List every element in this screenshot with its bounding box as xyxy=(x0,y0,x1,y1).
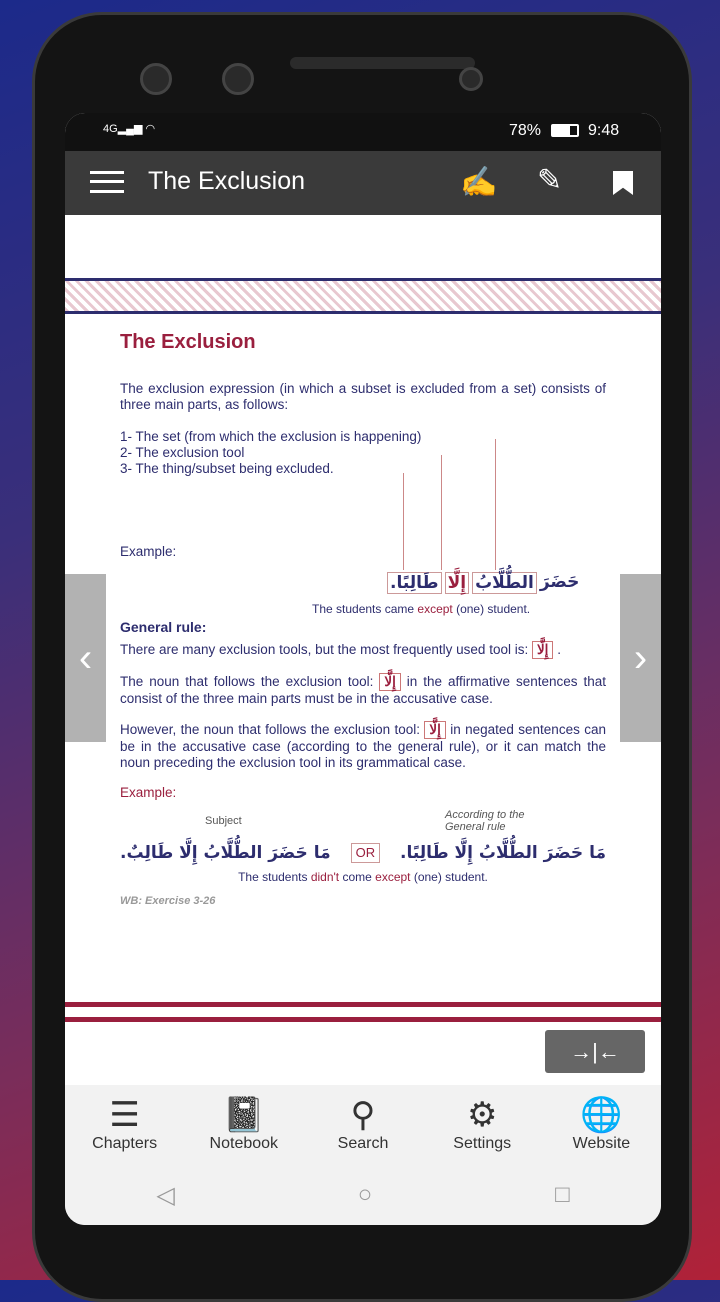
nav-search[interactable] xyxy=(303,1085,422,1165)
nav-label: Notebook xyxy=(209,1135,279,1152)
rule-3 xyxy=(120,721,606,771)
battery-icon xyxy=(551,124,579,137)
workbook-reference: WB: Exercise 3-26 xyxy=(120,895,216,907)
clock: 9:48 xyxy=(588,122,620,139)
text: The students xyxy=(238,870,311,884)
edit-icon[interactable]: ✎ xyxy=(537,164,563,197)
part-3: 3- The thing/subset being excluded. xyxy=(120,461,334,476)
part-2: 2- The exclusion tool xyxy=(120,445,245,460)
text: except xyxy=(375,870,411,884)
nav-label: Search xyxy=(337,1135,389,1152)
bottom-navigation xyxy=(65,1085,661,1165)
nav-notebook[interactable] xyxy=(184,1085,303,1165)
previous-page-button[interactable]: ‹ xyxy=(65,574,106,742)
example-arabic xyxy=(387,572,579,594)
tool-box: إِلَّا xyxy=(379,673,400,691)
nav-website[interactable] xyxy=(542,1085,661,1165)
footer-rule xyxy=(65,1002,661,1022)
rule-2 xyxy=(120,673,606,707)
network-type: 4G xyxy=(103,123,118,135)
text: come xyxy=(339,870,376,884)
page-title: The Exclusion xyxy=(148,167,306,195)
translation-2 xyxy=(120,869,606,885)
status-bar xyxy=(65,113,661,151)
nav-settings[interactable] xyxy=(423,1085,542,1165)
text: didn't xyxy=(310,870,340,884)
text: However, the noun that follows the exclusion tool: xyxy=(120,722,421,737)
intro-text: The exclusion expression (in which a subset is excluded from a set) consists of three main parts, as follows: xyxy=(120,381,606,412)
sensor xyxy=(459,67,483,91)
section-heading: The Exclusion xyxy=(120,331,256,353)
camera-icon xyxy=(140,63,172,95)
search-icon: ⚲ xyxy=(350,1096,376,1134)
next-page-button[interactable]: › xyxy=(620,574,661,742)
rule-1: There are many exclusion tools, but the most frequently used tool is: إِلَّا . xyxy=(120,642,561,657)
tool-box: إِلَّا xyxy=(424,721,445,739)
text: The students came xyxy=(312,602,418,616)
nav-chapters[interactable] xyxy=(65,1085,184,1165)
example-2-sentences xyxy=(120,843,606,863)
rules-block xyxy=(120,619,606,923)
nav-label: Chapters xyxy=(92,1135,158,1152)
sentence-right: مَا حَضَرَ الطُّلَّابُ إِلَّا طَالِبًا. xyxy=(400,843,606,863)
arabic-word: حَضَرَ xyxy=(539,572,580,592)
globe-icon: 🌐 xyxy=(580,1096,623,1134)
example-2-label: Example: xyxy=(120,785,177,800)
sentence-left: مَا حَضَرَ الطُّلَّابُ إِلَّا طَالِبٌ. xyxy=(120,843,331,863)
general-rule-note: According to the General rule xyxy=(445,809,525,833)
camera-icon xyxy=(222,63,254,95)
text: (one) student. xyxy=(410,870,488,884)
text: except xyxy=(417,602,453,616)
example-translation xyxy=(312,602,530,616)
general-rule-heading: General rule: xyxy=(120,619,207,635)
annotation-row xyxy=(120,809,606,839)
fit-width-button[interactable]: →|← xyxy=(545,1030,645,1073)
screen xyxy=(65,113,661,1225)
or-label: OR xyxy=(351,843,381,863)
tool-box: إِلَّا xyxy=(532,641,553,659)
part-1: 1- The set (from which the exclusion is happening) xyxy=(120,429,422,444)
signal-icon: 4G▂▄▆ ◠ xyxy=(103,123,156,135)
parts-list xyxy=(120,429,606,477)
text: (one) student. xyxy=(452,602,531,616)
text: in negated sentences can be in the accusative case (according to the general rule), or it can match the noun preceding the exclusion tool in its grammatical case. xyxy=(120,722,606,770)
nav-label: Settings xyxy=(453,1135,512,1152)
arabic-word: الطُّلَّابُ xyxy=(472,572,537,594)
home-icon[interactable]: ○ xyxy=(357,1181,373,1208)
back-icon[interactable]: ◁ xyxy=(156,1181,175,1209)
nav-label: Website xyxy=(572,1135,631,1152)
page-content xyxy=(65,215,661,1085)
text: There are many exclusion tools, but the most frequently used tool is: xyxy=(120,642,529,657)
subject-label: Subject xyxy=(205,815,242,827)
bookmark-icon[interactable] xyxy=(613,171,633,195)
arabic-word: طَالِبًا. xyxy=(387,572,442,594)
recents-icon[interactable]: □ xyxy=(555,1181,570,1208)
speaker xyxy=(290,57,475,69)
list-icon: ☰ xyxy=(109,1096,140,1134)
notebook-icon: 📓 xyxy=(222,1096,265,1134)
arabic-word: إِلَّا xyxy=(445,572,470,594)
text: The noun that follows the exclusion tool: xyxy=(120,674,374,689)
decorative-border xyxy=(65,278,661,314)
pen-icon[interactable]: ✍ xyxy=(460,166,498,199)
example-label: Example: xyxy=(120,544,177,559)
system-navigation xyxy=(65,1165,661,1225)
menu-icon[interactable] xyxy=(90,171,124,193)
text: in the affirmative sentences that consist of the three main parts must be in the accusative case. xyxy=(120,674,606,706)
battery-text: 78% xyxy=(509,122,542,139)
gear-icon: ⚙ xyxy=(466,1096,498,1134)
toolbar xyxy=(65,151,661,215)
